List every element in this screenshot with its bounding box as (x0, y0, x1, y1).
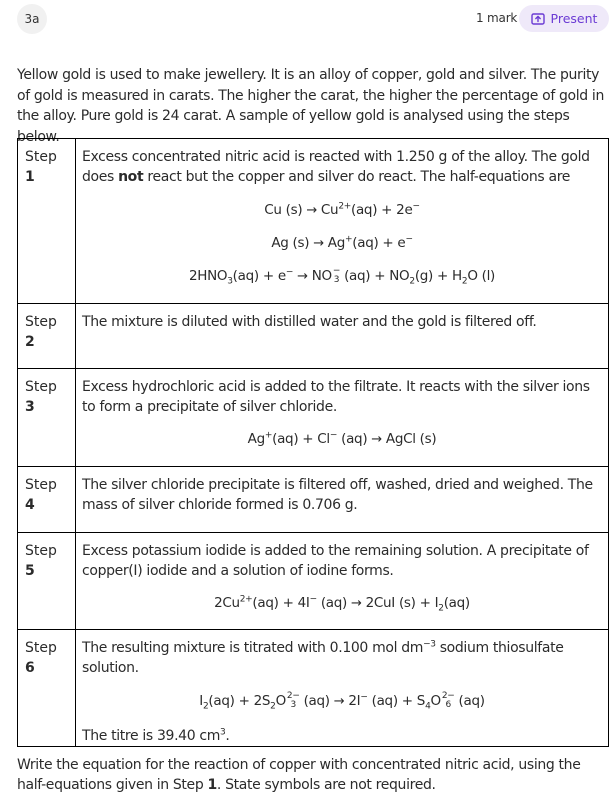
intro-paragraph: Yellow gold is used to make jewellery. It is an alloy of copper, gold and silver. The purity of gold is measured in carats. The higher the carat, the higher the percentage of gold in the alloy. Pure gold is 24 carat. A sample of yellow gold is analysed using the steps below. (17, 67, 604, 145)
marks-label: 1 mark (476, 11, 518, 25)
step-text: Excess hydrochloric acid is added to the filtrate. It reacts with the silver ions to form a precipitate of silver chloride. (82, 379, 590, 415)
present-icon (531, 13, 545, 25)
copper-iodide-equation: $2Cu^{2+}(aq) + 4I^-$ (aq) → 2CuI $(s) + I_2(aq)$ (214, 594, 470, 614)
silver-chloride-equation: Ag+(aq) + Cl− (aq) → AgCl (s) (247, 430, 437, 447)
step-content (76, 630, 609, 747)
step-number: 1 (25, 169, 35, 185)
step-number: 3 (25, 399, 35, 415)
step-label-cell (18, 304, 76, 369)
step-word: Step (25, 543, 57, 559)
step-word: Step (25, 477, 57, 493)
step-content (76, 139, 609, 304)
step-number: 5 (25, 563, 35, 579)
step-content (76, 304, 609, 369)
step-word: Step (25, 379, 57, 395)
step-row-6 (18, 630, 609, 747)
step-text: Excess concentrated nitric acid is reacted with 1.250 g of the alloy. The gold does not react but the copper and silver do react. The half-equations are (82, 149, 590, 185)
step-row-2 (18, 304, 609, 369)
step-label-cell (18, 467, 76, 533)
question-prompt: Write the equation for the reaction of copper with concentrated nitric acid, using the half-equations given in Step 1. State symbols are not required. (17, 757, 581, 793)
step-label-cell (18, 139, 76, 304)
step-label-cell (18, 369, 76, 467)
step-text: The mixture is diluted with distilled water and the gold is filtered off. (82, 314, 537, 330)
step-row-5 (18, 533, 609, 630)
step-content (76, 533, 609, 630)
step-row-3 (18, 369, 609, 467)
step-word: Step (25, 149, 57, 165)
half-equation-silver: Ag (s) → Ag+(aq) + e− (271, 234, 413, 251)
step-number: 6 (25, 660, 35, 676)
step-text: The resulting mixture is titrated with 0.100 mol $dm^{-3}$ sodium thiosulfate solution. (82, 639, 564, 676)
thiosulfate-equation: $I_2(aq) + 2S_2O$ 2− 3 (aq) → 2I− $(aq) + S_4O$ 2− 6 (aq) (199, 691, 485, 712)
step-label-cell (18, 630, 76, 747)
steps-table (17, 138, 609, 747)
step-text: Excess potassium iodide is added to the remaining solution. A precipitate of copper(I) iodide and a solution of iodine forms. (82, 543, 589, 579)
half-equation-nitric-acid: $2HNO_3(aq) + e^-$ → NO − 3 $(aq) + NO_2(g) + H_2O$ (l) (188, 266, 496, 287)
step-label-cell (18, 533, 76, 630)
step-row-1 (18, 139, 609, 304)
question-number-badge: 3a (17, 4, 47, 34)
present-button[interactable] (519, 5, 609, 32)
titre-text: The titre is 39.40 $cm^3$. (82, 727, 230, 744)
step-number: 2 (25, 334, 35, 350)
step-word: Step (25, 314, 57, 330)
half-equation-copper: Cu $(s) \to Cu^{2+}(aq) + 2e^-$ (264, 201, 420, 218)
step-text: The silver chloride precipitate is filtered off, washed, dried and weighed. The mass of silver chloride formed is 0.706 g. (82, 477, 593, 513)
step-row-4 (18, 467, 609, 533)
step-content (76, 467, 609, 533)
step-content (76, 369, 609, 467)
step-number: 4 (25, 497, 35, 513)
present-label: Present (550, 11, 598, 26)
step-word: Step (25, 640, 57, 656)
